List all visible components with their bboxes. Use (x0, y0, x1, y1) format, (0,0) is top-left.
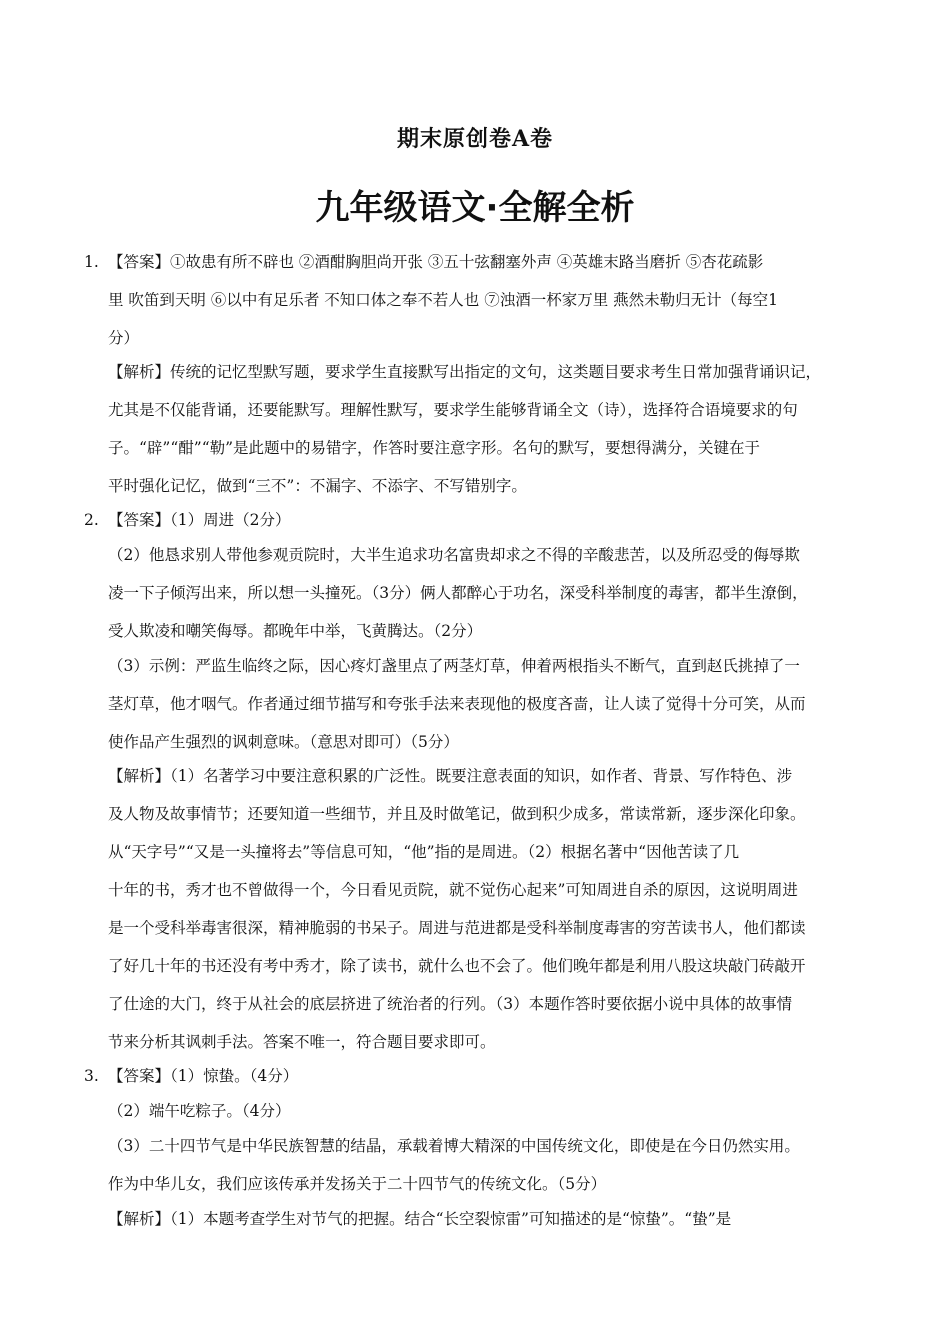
answer-line: 里 吹笛到天明 ⑥以中有足乐者 不知口体之奉不若人也 ⑦浊酒一杯家万里 燕然未勒归无计（每空1 (108, 291, 778, 309)
analysis-line: 尤其是不仅能背诵，还要能默写。理解性默写，要求学生能够背诵全文（诗），选择符合语境要求的句 (108, 401, 798, 419)
answer-line: 【答案】（1）周进（2分） (108, 511, 291, 529)
analysis-line: 【解析】传统的记忆型默写题，要求学生直接默写出指定的文句，这类题目要求考生日常加强背诵识记， (108, 363, 822, 381)
analysis-line: 【解析】（1）名著学习中要注意积累的广泛性。既要注意表面的知识，如作者、背景、写作特色、涉 (108, 767, 793, 785)
answer-line: 使作品产生强烈的讽刺意味。（意思对即可）（5分） (108, 733, 459, 751)
analysis-line: 子。“辟”“酣”“勒”是此题中的易错字，作答时要注意字形。名句的默写，要想得满分，关键在于 (108, 439, 761, 457)
question-number: 1. (84, 253, 99, 271)
analysis-line: 节来分析其讽刺手法。答案不唯一，符合题目要求即可。 (108, 1033, 496, 1051)
answer-line: 受人欺凌和嘲笑侮辱。都晚年中举，飞黄腾达。（2分） (108, 622, 483, 640)
answer-line: 作为中华儿女，我们应该传承并发扬关于二十四节气的传统文化。（5分） (108, 1175, 607, 1193)
analysis-line: 是一个受科举毒害很深，精神脆弱的书呆子。周进与范进都是受科举制度毒害的穷苦读书人，他们都读 (108, 919, 806, 937)
answer-line: （2）端午吃粽子。（4分） (108, 1102, 291, 1120)
analysis-line: 了好几十年的书还没有考中秀才，除了读书，就什么也不会了。他们晚年都是利用八股这块敲门砖敲开 (108, 957, 806, 975)
answer-line: 【答案】（1）惊蛰。（4分） (108, 1067, 299, 1085)
question-number: 2. (84, 511, 99, 529)
answer-line: （3）二十四节气是中华民族智慧的结晶，承载着博大精深的中国传统文化，即使是在今日仍然实用。 (108, 1137, 800, 1155)
analysis-line: 从“天字号”“又是一头撞将去”等信息可知，“他”指的是周进。（2）根据名著中“因他苦读了几 (108, 843, 740, 861)
analysis-line: 及人物及故事情节；还要知道一些细节，并且及时做笔记，做到积少成多，常读常新，逐步深化印象。 (108, 805, 806, 823)
exam-subtitle: 期末原创卷A卷 (396, 126, 554, 152)
analysis-line: 【解析】（1）本题考查学生对节气的把握。结合“长空裂惊雷”可知描述的是“惊蛰”。“蛰”是 (108, 1210, 732, 1228)
answer-line: 茎灯草，他才咽气。作者通过细节描写和夸张手法来表现他的极度吝啬，让人读了觉得十分可笑，从而 (108, 695, 806, 713)
answer-line: 凌一下子倾泻出来，所以想一头撞死。（3分）俩人都醉心于功名，深受科举制度的毒害，都半生潦倒， (108, 584, 808, 602)
question-number: 3. (84, 1067, 99, 1085)
answer-line: （3）示例：严监生临终之际，因心疼灯盏里点了两茎灯草，伸着两根指头不断气，直到赵氏挑掉了一 (108, 657, 800, 675)
analysis-line: 平时强化记忆，做到“三不”：不漏字、不添字、不写错别字。 (108, 477, 527, 495)
analysis-line: 十年的书，秀才也不曾做得一个，今日看见贡院，就不觉伤心起来”可知周进自杀的原因，这说明周进 (108, 881, 798, 899)
answer-line: 【答案】①故患有所不辟也 ②酒酣胸胆尚开张 ③五十弦翻塞外声 ④英雄末路当磨折 ⑤杏花疏影 (108, 253, 764, 271)
analysis-line: 了仕途的大门，终于从社会的底层挤进了统治者的行列。（3）本题作答时要依据小说中具体的故事情 (108, 995, 793, 1013)
page-title: 九年级语文·全解全析 (315, 188, 635, 228)
answer-line: （2）他恳求别人带他参观贡院时，大半生追求功名富贵却求之不得的辛酸悲苦，以及所忍受的侮辱欺 (108, 546, 800, 564)
answer-line: 分） (108, 329, 140, 347)
